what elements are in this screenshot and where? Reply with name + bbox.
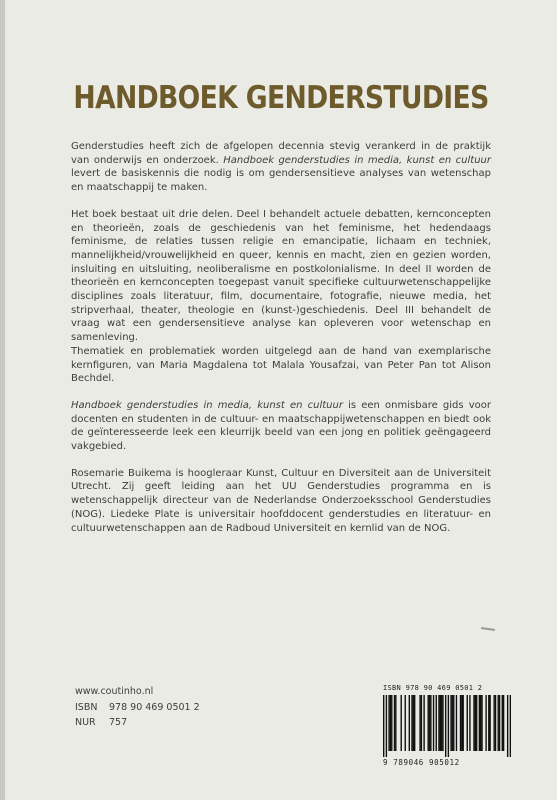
barcode-bar bbox=[485, 695, 486, 751]
nur-row bbox=[75, 715, 200, 731]
isbn-value: 978 90 469 0501 2 bbox=[109, 701, 200, 713]
barcode-bar bbox=[507, 695, 508, 757]
barcode-bar bbox=[401, 695, 402, 751]
barcode-bar bbox=[427, 695, 428, 751]
barcode-bar bbox=[409, 695, 410, 751]
barcode-bar bbox=[489, 695, 490, 751]
isbn-row bbox=[75, 700, 200, 716]
intro-book-title: Handboek genderstudies in media, kunst en cultuur bbox=[223, 154, 491, 166]
barcode-bar bbox=[456, 695, 457, 751]
nur-value: 757 bbox=[109, 717, 128, 728]
barcode-bar bbox=[436, 695, 437, 751]
barcode-bar bbox=[413, 695, 414, 751]
print-mark bbox=[481, 627, 495, 631]
barcode-bar bbox=[433, 695, 434, 751]
barcode-bar bbox=[430, 695, 431, 751]
barcode-bar bbox=[383, 695, 384, 757]
barcode-bar bbox=[414, 695, 415, 751]
barcode-bar bbox=[423, 695, 424, 751]
barcode-bar bbox=[394, 695, 395, 751]
audience-book-title: Handboek genderstudies in media, kunst en cultuur bbox=[71, 399, 343, 411]
barcode-bar bbox=[390, 695, 391, 751]
barcode-bar bbox=[450, 695, 451, 751]
nur-label: NUR bbox=[75, 717, 96, 728]
blurb-paragraph-audience bbox=[71, 399, 491, 454]
barcode-bar bbox=[411, 695, 412, 751]
barcode-bar bbox=[453, 695, 454, 751]
barcode-digits: 9 789046 905012 bbox=[383, 758, 460, 767]
barcode-bar bbox=[495, 695, 496, 751]
barcode-bar bbox=[429, 695, 430, 751]
barcode-bar bbox=[460, 695, 461, 751]
intro-text-start: Genderstudies heeft zich de afgelopen decennia stevig verankerd in de praktijk van onderwijs en onderzoek. bbox=[71, 141, 491, 166]
barcode-bar bbox=[493, 695, 494, 751]
barcode-isbn-text: ISBN 978 90 469 0501 2 bbox=[383, 684, 483, 692]
barcode-bar bbox=[498, 695, 499, 751]
barcode-bar bbox=[476, 695, 477, 751]
blurb-paragraph-contents: Het boek bestaat uit drie delen. Deel I behandelt actuele debatten, kernconcepten en theorieën, zoals de geschiedenis van het feminisme, het hedendaags feminisme, de relaties tussen religie en emancipatie, lichaam en techniek, mannelijkheid/vrouwelijkheid en queer, kennis en macht, zien en gezien worden, insluiting en uitsluiting, neoliberalisme en postkolonialisme. In deel II worden de theorieën en kernconcepten toegepast vanuit specifieke cultuurwetenschappelijke disciplines zoals literatuur, film, documentaire, fotografie, nieuwe media, het stripverhaal, theater, theologie en (kunst-)geschiedenis. Deel III behandelt de vraag wat een gendersensitieve analyse kan opleveren voor wetenschap en samenleving. bbox=[71, 208, 491, 344]
barcode-image bbox=[383, 695, 511, 757]
isbn-label: ISBN bbox=[75, 701, 98, 713]
book-title: HANDBOEK GENDERSTUDIES bbox=[73, 80, 489, 116]
barcode-bar bbox=[391, 695, 392, 751]
barcode-bar bbox=[405, 695, 406, 751]
barcode-bar bbox=[510, 695, 511, 757]
blurb-paragraph-authors: Rosemarie Buikema is hoogleraar Kunst, Cultuur en Diversiteit aan de Universiteit Utrecht. Zij geeft leiding aan het UU Genderstudies programma en is wetenschappelijk directeur van de Nederlandse Onderzoeksschool Genderstudies (NOG). Liedeke Plate is universitair hoofddocent genderstudies en literatuur- en cultuurwetenschappen aan de Radboud Universiteit en kernlid van de NOG. bbox=[71, 467, 491, 534]
blurb-paragraph-themes: Thematiek en problematiek worden uitgelegd aan de hand van exemplarische kernfiguren, van Maria Magdalena tot Malala Yousafzai, van Peter Pan tot Alison Bechdel. bbox=[71, 345, 491, 385]
barcode-bar bbox=[499, 695, 500, 751]
barcode-bar bbox=[467, 695, 468, 751]
barcode-bar bbox=[445, 695, 446, 757]
barcode-bar bbox=[462, 695, 463, 751]
publisher-info bbox=[75, 684, 200, 731]
barcode-bar bbox=[469, 695, 470, 751]
barcode-bar bbox=[461, 695, 462, 751]
audience-text: is een onmisbare gids voor docenten en studenten in de cultuur- en maatschappijwetenschappen en biedt ook de geïnteresseerde leek een kleurrijk beeld van een jong en politiek geëngageerd vakgebied. bbox=[71, 399, 491, 453]
barcode-bar bbox=[438, 695, 439, 751]
barcode-bar bbox=[395, 695, 396, 751]
barcode-bar bbox=[480, 695, 481, 751]
blurb-paragraph-intro bbox=[71, 140, 491, 195]
barcode-bar bbox=[475, 695, 476, 751]
barcode-bar bbox=[419, 695, 420, 751]
barcode-bar bbox=[442, 695, 443, 751]
barcode-bar bbox=[386, 695, 387, 757]
barcode-bar bbox=[481, 695, 482, 751]
barcode-bar bbox=[479, 695, 480, 751]
barcode-bar bbox=[441, 695, 442, 751]
barcode-bar bbox=[473, 695, 474, 751]
barcode-bar bbox=[452, 695, 453, 751]
intro-text-end: levert de basiskennis die nodig is om gendersensitieve analyses van wetenschap en maatschappij te maken. bbox=[71, 168, 491, 194]
barcode-bar bbox=[421, 695, 422, 751]
barcode-bar bbox=[503, 695, 504, 751]
barcode-bar bbox=[440, 695, 441, 751]
barcode-bar bbox=[388, 695, 389, 751]
barcode-bar bbox=[488, 695, 489, 751]
blurb bbox=[71, 140, 491, 535]
publisher-website: www.coutinho.nl bbox=[75, 686, 154, 697]
barcode-bar bbox=[502, 695, 503, 751]
barcode-block bbox=[383, 684, 511, 770]
barcode-bar bbox=[448, 695, 449, 757]
